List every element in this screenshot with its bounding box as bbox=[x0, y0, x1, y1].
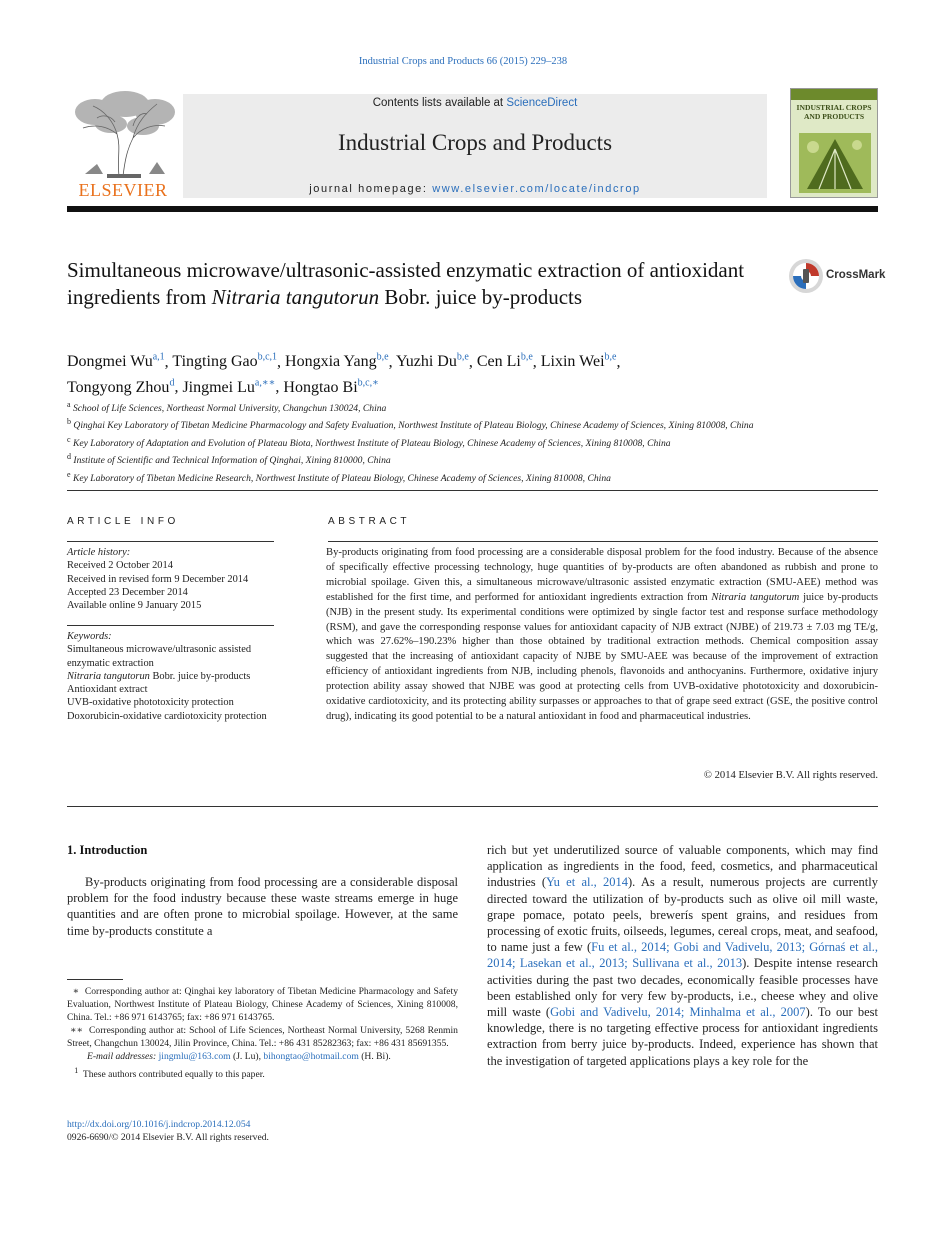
citation-link[interactable]: Yu et al., 2014 bbox=[546, 875, 628, 890]
author[interactable]: Lixin Wei$^{b,e}$ bbox=[540, 352, 617, 371]
author[interactable]: Cen Li$^{b,e}$ bbox=[476, 352, 533, 371]
cover-illustration-icon bbox=[799, 133, 871, 193]
issn-copyright: 0926-6690/© 2014 Elsevier B.V. All rights reserved. bbox=[67, 1132, 269, 1144]
history-item: Available online 9 January 2015 bbox=[67, 600, 202, 612]
doi-block bbox=[67, 1118, 458, 1144]
title-part-1: Simultaneous microwave/ultrasonic-assisted enzymatic extraction of antioxidant ingredients from bbox=[67, 258, 745, 309]
footnote-emails: E-mail addresses: jingmlu@163.com (J. Lu), bihongtao@hotmail.com (H. Bi). bbox=[87, 1051, 391, 1063]
footnote-rule bbox=[67, 979, 123, 980]
abstract-heading: ABSTRACT bbox=[328, 516, 411, 527]
author[interactable]: Tingting Gao$^{b,c,1}$ bbox=[172, 352, 278, 371]
masthead-rule bbox=[67, 206, 878, 212]
affiliation: $^e$ Key Laboratory of Tibetan Medicine Research, Northwest Institute of Plateau Biology, Chinese Academy of Sciences, Xining 810008, China bbox=[67, 469, 611, 484]
article-title bbox=[67, 257, 777, 311]
footnote-equal-contribution: $^1$ These authors contributed equally to this paper. bbox=[74, 1065, 265, 1080]
journal-homepage bbox=[183, 183, 767, 195]
history-item: Received 2 October 2014 bbox=[67, 560, 173, 572]
crossmark-icon bbox=[788, 258, 824, 294]
affiliation: $^a$ School of Life Sciences, Northeast Normal University, Changchun 130024, China bbox=[67, 400, 387, 415]
divider bbox=[67, 541, 274, 542]
masthead bbox=[67, 88, 878, 198]
keyword: Antioxidant extract bbox=[67, 684, 148, 696]
author[interactable]: Jingmei $Lu^{a,∗∗}$ bbox=[182, 377, 276, 396]
doi-link[interactable]: http://dx.doi.org/10.1016/j.indcrop.2014.12.054 bbox=[67, 1119, 251, 1130]
elsevier-wordmark: ELSEVIER bbox=[78, 180, 168, 200]
journal-cover-thumbnail[interactable] bbox=[790, 88, 878, 198]
affiliation: $^c$ Key Laboratory of Adaptation and Evolution of Plateau Biota, Northwest Institute of Plateau Biology, Chinese Academy of Sciences, Xining 810008, China bbox=[67, 434, 671, 449]
divider bbox=[67, 625, 274, 626]
homepage-prefix: journal homepage: bbox=[309, 183, 433, 195]
journal-header-band bbox=[183, 94, 767, 198]
elsevier-logo[interactable] bbox=[67, 88, 179, 198]
contents-line bbox=[183, 97, 767, 109]
sciencedirect-link[interactable]: ScienceDirect bbox=[506, 97, 578, 109]
divider bbox=[328, 541, 878, 542]
journal-title: Industrial Crops and Products bbox=[337, 130, 613, 155]
keywords-label: Keywords: bbox=[67, 631, 112, 642]
title-part-2: Bobr. juice by-products bbox=[379, 285, 583, 309]
homepage-url-link[interactable]: www.elsevier.com/locate/indcrop bbox=[432, 183, 641, 195]
divider bbox=[67, 490, 878, 491]
article-info-heading: ARTICLE INFO bbox=[67, 516, 179, 527]
author[interactable]: Hongxia Yang$^{b,e}$ bbox=[285, 352, 389, 371]
keywords bbox=[67, 630, 279, 723]
divider bbox=[67, 806, 878, 807]
author[interactable]: Hongtao $Bi^{b,c,∗}$ bbox=[283, 377, 379, 396]
article-history bbox=[67, 546, 277, 612]
crossmark-badge[interactable] bbox=[788, 258, 888, 294]
email-link[interactable]: bihongtao@hotmail.com bbox=[263, 1051, 359, 1063]
history-item: Accepted 23 December 2014 bbox=[67, 586, 188, 598]
keyword: Doxorubicin-oxidative cardiotoxicity protection bbox=[67, 710, 267, 722]
cover-top-bar bbox=[791, 89, 877, 100]
intro-paragraph-right: rich but yet underutilized source of valuable components, which may find application as ingredients in the food, feed, cosmetics, and pharmaceutical industries (Yu et al., 2014). As a result, numerous projects are currently directed toward the utilization of by-products such as olive oil mill waste, grape pomace, potato peels, brewerís spent grains, and residues from processing of exotic fruits, oilseeds, legumes, cereal crops, meat, and seafood, to name just a few (Fu et al., 2014; Gobi and Vadivelu, 2013; Górnaś et al., 2014; Lasekan et al., 2013; Sullivana et al., 2013). Despite intense research activities during the past two decades, economically feasible processes have been established only for very few by-products, i.e., cheese whey and olive mill waste (Gobi and Vadivelu, 2014; Minhalma et al., 2007). To our best knowledge, there is no targeting effective process for antioxidant ingredients extraction from berry juice by-products. Indeed, experience has shown that the investigation of targeted applications plays a key role for the bbox=[487, 843, 879, 1068]
title-species: Nitraria tangutorun bbox=[211, 285, 380, 309]
abstract-copyright: © 2014 Elsevier B.V. All rights reserved. bbox=[703, 770, 878, 781]
author[interactable]: Yuzhi Du$^{b,e}$ bbox=[395, 352, 469, 371]
history-item: Received in revised form 9 December 2014 bbox=[67, 573, 249, 585]
contents-prefix: Contents lists available at bbox=[372, 97, 507, 109]
journal-reference[interactable]: Industrial Crops and Products 66 (2015) 229–238 bbox=[358, 56, 568, 67]
section-heading-introduction: 1. Introduction bbox=[67, 843, 148, 857]
footnote-corresponding-2: ∗∗ Corresponding author at: School of Life Sciences, Northeast Normal University, 5268 Renmin Street, Changchun 130024, Jilin Province, China. Tel.: +86 431 85282363; fax: +86 431 85691355. bbox=[67, 1025, 458, 1050]
history-label: Article history: bbox=[67, 547, 131, 558]
footnote-corresponding-1: ∗ Corresponding author at: Qinghai key laboratory of Tibetan Medicine Pharmacology and Safety Evaluation, Northwest Institute of Plateau Biology, Chinese Academy of Sciences, Xining 810008, China. Tel.: +86 971 6143765; fax: +86 971 6143765. bbox=[67, 986, 459, 1024]
author-list: Dongmei Wu$^{a,1}$, Tingting Gao$^{b,c,1}$, Hongxia Yang$^{b,e}$, Yuzhi Du$^{b,e}$, Cen Li$^{b,e}$, Lixin Wei$^{b,e}$, Tongyong Zhou$^d$, Jingmei $Lu^{a,∗∗}$, Hongtao $Bi^{b,c,∗}$ bbox=[67, 352, 621, 396]
affiliation: $^d$ Institute of Scientific and Technical Information of Qinghai, Xining 810000, China bbox=[67, 452, 391, 467]
intro-paragraph-left: By-products originating from food processing are a considerable disposal problem for the food industry because these waste streams emerge in huge quantities and are often prone to microbial spoilage. However, at the same time by-products constitute a bbox=[67, 875, 458, 938]
keyword: Nitraria tangutorun Bobr. juice by-products bbox=[67, 670, 251, 682]
keyword: UVB-oxidative phototoxicity protection bbox=[67, 697, 234, 709]
abstract-text: By-products originating from food processing are a considerable disposal problem for the food industry. Because of the absence of specifically effective processing technology, huge quantities of by-products are often abandoned as rubbish and prone to microbial spoilage. Given this, a simultaneous microwave/ultrasonic assisted enzymatic extraction (SMU-AEE) method was established for the first time, and performed for antioxidant ingredients extraction from Nitraria tangutorum juice by-products (NJB) in the present study. Its experimental conditions were optimized by single factor test and response surface methodology (RSM), and gave the corresponding response values for antioxidant capacity of NJB extract (NJBE) of 219.73 ± 7.03 mg TE/g, which was 27.62%–190.23% higher than those obtained by traditional extraction methods. Chemical composition assay suggested that the increasing of antioxidant capacity of NJBE by SMU-AEE was because of the improvement of extraction efficiency of antioxidant ingredients from NJB, including phenols, flavonoids and anthocyanins. Furthermore, oxidative injury protection ability assay showed that NJBE was good at protecting cells from UVB-oxidative phototoxicity and doxorubicin-oxidative cardiotoxicity, and its protecting ability surpasses or approaches to that of grape seed extract (GSE, the positive control drug), indicating its good potential to be a natural antioxidant in food and pharmaceutical industries. bbox=[326, 547, 879, 722]
author[interactable]: Tongyong Zhou$^d$ bbox=[67, 377, 175, 396]
affiliations bbox=[67, 398, 787, 485]
crossmark-label: CrossMark bbox=[826, 269, 886, 281]
email-link[interactable]: jingmlu@163.com bbox=[158, 1051, 231, 1063]
cover-title: INDUSTRIAL CROPS AND PRODUCTS bbox=[796, 103, 872, 121]
citation-link[interactable]: Fu et al., 2014; Gobi and Vadivelu, 2013; Górnaś et al., 2014; Lasekan et al., 2013; Sullivana et al., 2013 bbox=[487, 940, 878, 971]
citation-link[interactable]: Gobi and Vadivelu, 2014; Minhalma et al., 2007 bbox=[550, 1005, 806, 1020]
author[interactable]: Dongmei Wu$^{a,1}$ bbox=[67, 352, 165, 371]
affiliation: $^b$ Qinghai Key Laboratory of Tibetan Medicine Pharmacology and Safety Evaluation, Northwest Institute of Plateau Biology, Chinese Academy of Sciences, Xining 810008, China bbox=[67, 417, 754, 432]
keyword: Simultaneous microwave/ultrasonic assisted enzymatic extraction bbox=[67, 644, 252, 669]
footnotes bbox=[67, 985, 458, 1081]
